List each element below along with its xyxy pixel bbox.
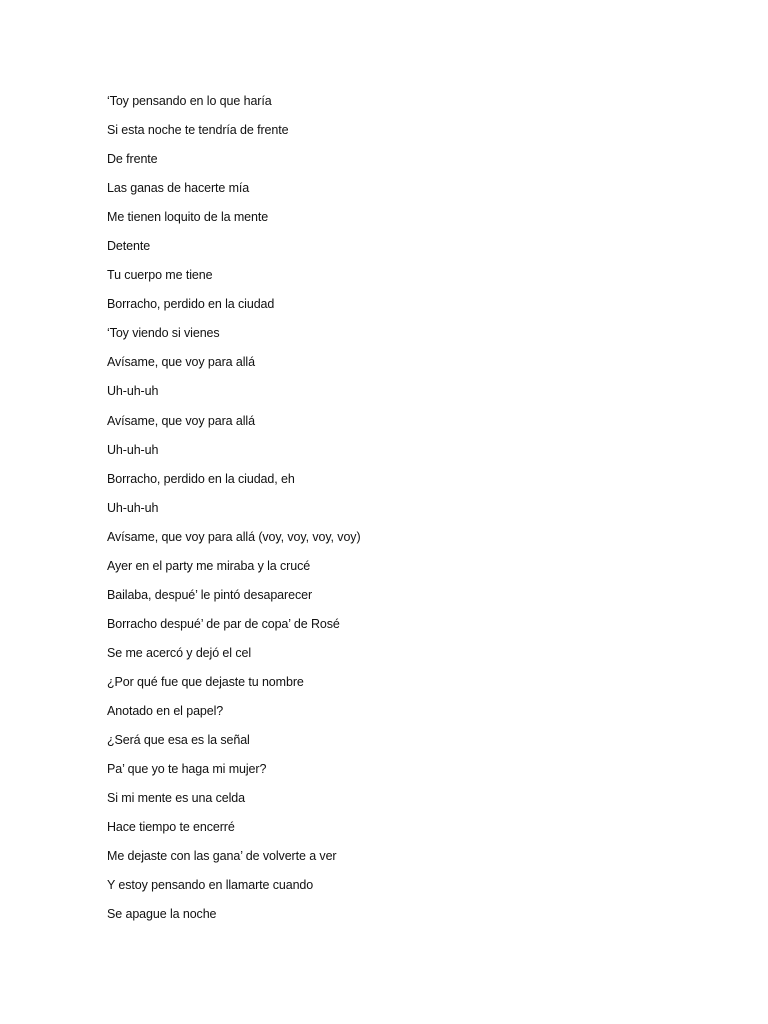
lyric-line: De frente	[107, 152, 158, 167]
lyric-line: ¿Será que esa es la señal	[107, 733, 250, 748]
lyric-line: Avísame, que voy para allá	[107, 355, 255, 370]
lyric-line: Avísame, que voy para allá (voy, voy, voy, voy)	[107, 529, 361, 544]
lyric-line: Bailaba, despué’ le pintó desaparecer	[107, 587, 313, 602]
lyric-line: Si esta noche te tendría de frente	[107, 123, 289, 138]
lyric-line: Anotado en el papel?	[107, 703, 224, 718]
lyric-line: Ayer en el party me miraba y la crucé	[107, 558, 311, 573]
lyric-line: Uh-uh-uh	[107, 442, 159, 457]
lyric-line: Si mi mente es una celda	[107, 791, 245, 806]
lyric-line: Me tienen loquito de la mente	[107, 210, 269, 225]
lyric-line: Uh-uh-uh	[107, 384, 159, 399]
lyric-line: Borracho, perdido en la ciudad	[107, 297, 275, 312]
lyrics-text	[107, 91, 361, 933]
lyric-line: Tu cuerpo me tiene	[107, 268, 213, 283]
lyric-line: Borracho, perdido en la ciudad, eh	[107, 471, 295, 486]
lyric-line: Las ganas de hacerte mía	[107, 181, 250, 196]
lyric-line: Avísame, que voy para allá	[107, 413, 255, 428]
lyric-line: Me dejaste con las gana’ de volverte a ver	[107, 849, 337, 864]
lyric-line: Detente	[107, 239, 151, 254]
lyric-line: ¿Por qué fue que dejaste tu nombre	[107, 674, 304, 689]
lyric-line: Pa’ que yo te haga mi mujer?	[107, 762, 267, 777]
lyric-line: Se me acercó y dejó el cel	[107, 645, 252, 660]
lyric-line: Y estoy pensando en llamarte cuando	[107, 878, 314, 893]
lyric-line: Borracho despué’ de par de copa’ de Rosé	[107, 616, 340, 631]
lyric-line: ‘Toy pensando en lo que haría	[107, 94, 272, 108]
lyric-line: ‘Toy viendo si vienes	[107, 326, 220, 341]
lyric-line: Hace tiempo te encerré	[107, 820, 235, 835]
lyric-line: Se apague la noche	[107, 907, 217, 922]
lyric-line: Uh-uh-uh	[107, 500, 159, 515]
